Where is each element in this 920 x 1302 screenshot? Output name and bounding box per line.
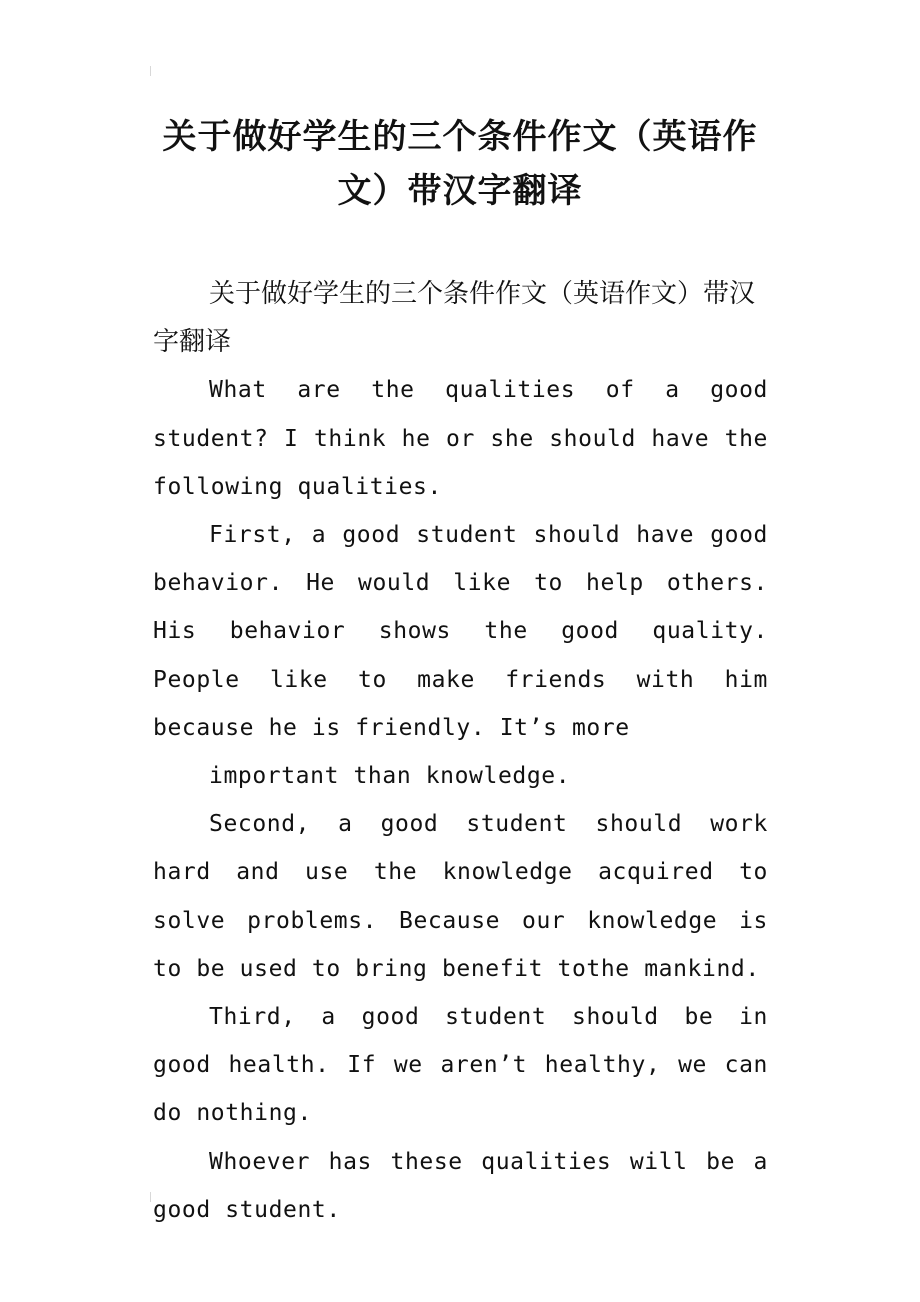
paragraph-conclusion: Whoever has these qualities will be a good student. bbox=[153, 1148, 768, 1223]
paragraph-third: Third, a good student should be in good health. If we aren’t healthy, we can do nothing. bbox=[153, 1004, 768, 1127]
document-body bbox=[153, 270, 768, 1234]
paragraph-chinese-heading: 关于做好学生的三个条件作文（英语作文）带汉字翻译 bbox=[153, 279, 756, 358]
paragraph-intro: What are the qualities of a good student? I think he or she should have the following qualities. bbox=[153, 377, 768, 500]
paragraph-first-continued: important than knowledge. bbox=[209, 763, 571, 790]
page-corner-mark bbox=[150, 1192, 157, 1202]
paragraph-first: First, a good student should have good behavior. He would like to help others. His behavior shows the good quality. People like to make friends with him because he is friendly. It’s more bbox=[153, 522, 768, 741]
document-title: 关于做好学生的三个条件作文（英语作文）带汉字翻译 bbox=[162, 117, 758, 211]
paragraph-second: Second, a good student should work hard and use the knowledge acquired to solve problems. Because our knowledge is to be used to bring benefit tothe mankind. bbox=[153, 811, 768, 982]
page-corner-mark bbox=[150, 66, 157, 76]
